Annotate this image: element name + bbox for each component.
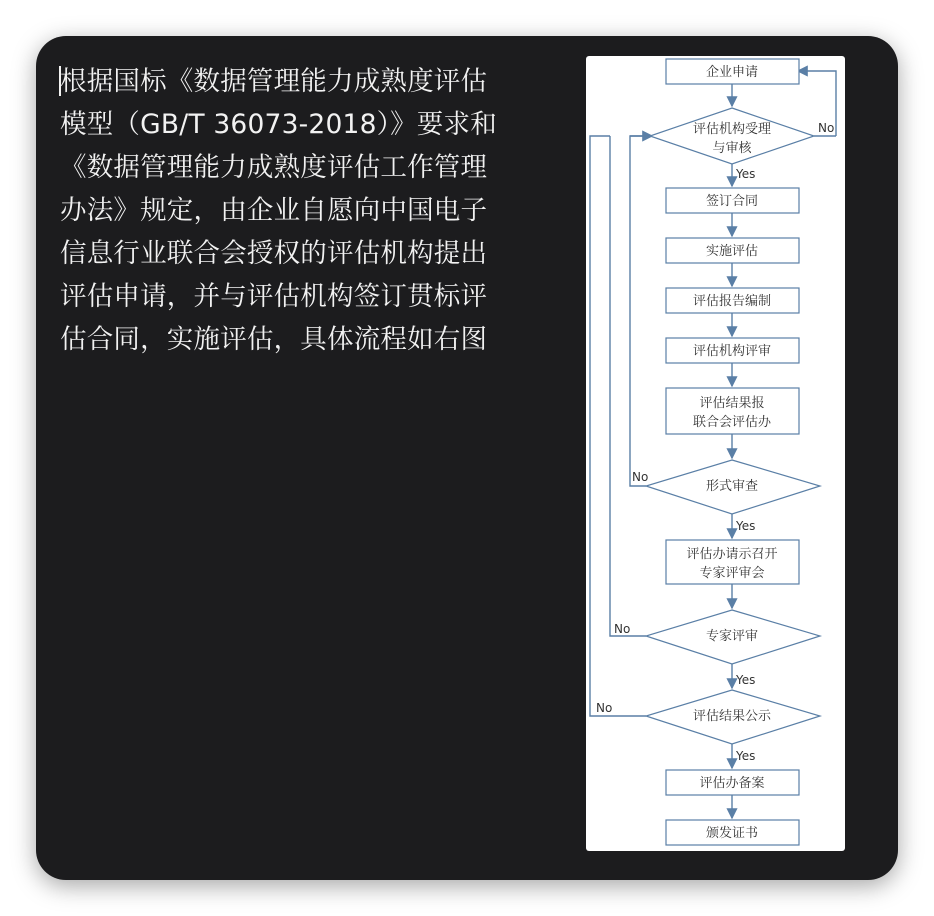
message-panel (36, 36, 898, 880)
node-sign-contract: 签订合同 (705, 194, 759, 209)
node-accept-line1: 评估机构受理 (692, 122, 772, 137)
label-no-1: No (818, 121, 835, 135)
label-yes-4: Yes (736, 749, 756, 763)
node-formal-check: 形式审查 (705, 479, 759, 494)
node-report: 评估报告编制 (692, 294, 772, 309)
label-no-3: No (614, 622, 631, 636)
flowchart-image[interactable] (586, 56, 845, 851)
node-publicity: 评估结果公示 (692, 709, 772, 724)
flowchart-svg (586, 56, 845, 851)
node-review: 评估机构评审 (692, 344, 772, 359)
label-no-4: No (596, 701, 613, 715)
node-accept-line2: 与审核 (712, 141, 752, 156)
node-submit-line2: 联合会评估办 (692, 415, 772, 430)
node-expert-review: 专家评审 (705, 629, 759, 644)
node-implement: 实施评估 (705, 244, 759, 259)
label-yes-1: Yes (736, 167, 756, 181)
node-submit-line1: 评估结果报 (699, 396, 765, 411)
node-certificate: 颁发证书 (705, 826, 759, 841)
node-expert-meeting-line2: 专家评审会 (699, 566, 765, 581)
label-yes-3: Yes (736, 673, 756, 687)
message-text[interactable]: 根据国标《数据管理能力成熟度评估模型（GB/T 36073-2018）》要求和《数据管理能力成熟度评估工作管理办法》规定，由企业自愿向中国电子信息行业联合会授权的评估机构提出评估申请，并与评估机构签订贯标评估合同，实施评估，具体流程如右图 (60, 66, 497, 355)
node-expert-meeting-line1: 评估办请示召开 (686, 547, 778, 562)
label-no-2: No (632, 470, 649, 484)
node-filing: 评估办备案 (699, 776, 765, 791)
label-yes-2: Yes (736, 519, 756, 533)
node-start: 企业申请 (705, 65, 759, 80)
